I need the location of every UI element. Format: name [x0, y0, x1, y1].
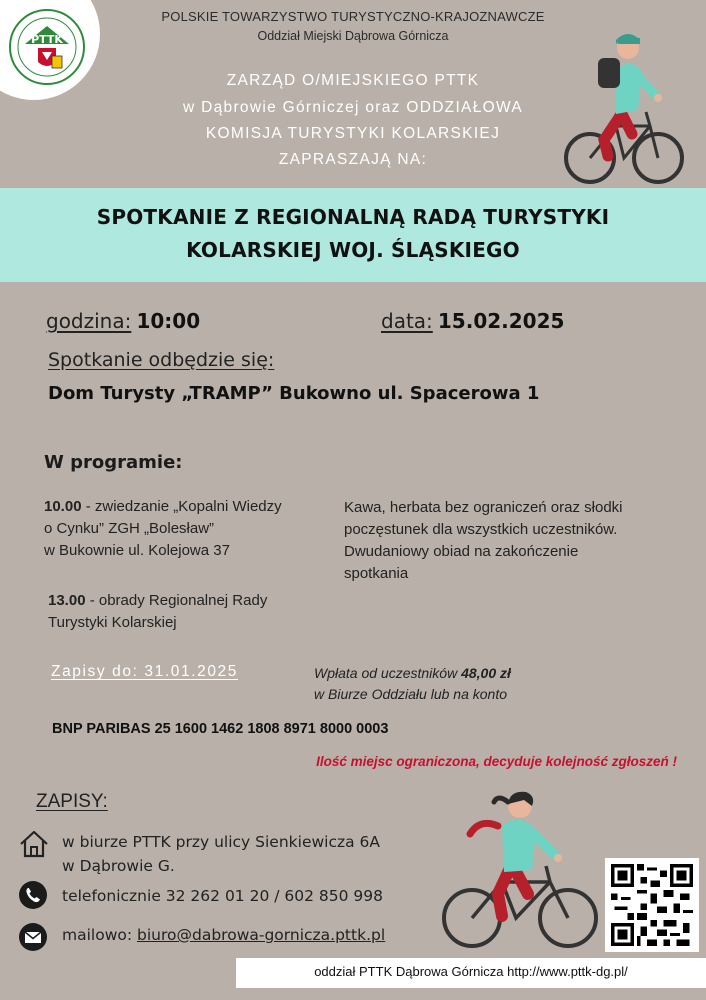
email-prefix: mailowo:: [62, 926, 138, 944]
program-item-1-line-3: w Bukownie ul. Kolejowa 37: [44, 542, 230, 559]
contact-office: [62, 830, 380, 878]
participation-fee: [314, 663, 634, 705]
limited-places-note: Ilość miejsc ograniczona, decyduje kolejność zgłoszeń !: [316, 754, 677, 769]
office-line-1: w biurze PTTK przy ulicy Sienkiewicza 6A: [62, 833, 381, 851]
invite-line-4: ZAPRASZAJĄ NA:: [278, 151, 428, 168]
invite-line-1: ZARZĄD O/MIEJSKIEGO PTTK: [226, 72, 480, 89]
program-item-1: [44, 496, 314, 562]
cyclist-illustration-bottom: [440, 782, 600, 952]
time-label: godzina:: [46, 309, 132, 333]
title-banner: [0, 188, 706, 282]
registration-deadline: Zapisy do: 31.01.2025: [51, 663, 238, 680]
program-extras: [344, 497, 674, 585]
event-time: [46, 309, 200, 333]
qr-code[interactable]: [611, 864, 693, 946]
program-item-2-line-2: Turystyki Kolarskiej: [48, 614, 177, 631]
time-value: 10:00: [136, 309, 201, 333]
event-title-line-1: SPOTKANIE Z REGIONALNĄ RADĄ TURYSTYKI: [96, 205, 610, 229]
extras-line-4: spotkania: [344, 565, 409, 582]
organization-name: POLSKIE TOWARZYSTWO TURYSTYCZNO-KRAJOZNAWCZE: [161, 9, 545, 24]
office-line-2: w Dąbrowie G.: [62, 857, 175, 875]
date-label: data:: [381, 309, 433, 333]
contact-phone: telefonicznie 32 262 01 20 / 602 850 998: [62, 887, 383, 905]
extras-line-3: Dwudaniowy obiad na zakończenie: [344, 543, 579, 560]
venue-label: Spotkanie odbędzie się:: [48, 349, 275, 371]
fee-line-2: w Biurze Oddziału lub na konto: [314, 686, 507, 702]
program-item-1-line-2: o Cynku” ZGH „Bolesław”: [44, 520, 215, 537]
event-title-line-2: KOLARSKIEJ WOJ. ŚLĄSKIEGO: [186, 238, 520, 262]
logo-text: PTTK: [31, 33, 63, 46]
email-link[interactable]: biuro@dabrowa-gornicza.pttk.pl: [137, 926, 386, 944]
extras-line-2: poczęstunek dla wszystkich uczestników.: [344, 521, 618, 538]
date-value: 15.02.2025: [437, 309, 565, 333]
program-item-2: [48, 590, 318, 634]
invite-line-2: w Dąbrowie Górniczej oraz ODDZIAŁOWA: [183, 99, 523, 116]
program-item-1-line-1: - zwiedzanie „Kopalni Wiedzy: [81, 498, 282, 515]
venue: Dom Turysty „TRAMP” Bukowno ul. Spacerowa 1: [48, 383, 540, 404]
program-item-2-line-1: - obrady Regionalnej Rady: [85, 592, 268, 609]
event-date: [381, 309, 564, 333]
program-title: W programie:: [44, 452, 183, 473]
home-icon: [18, 828, 50, 860]
organization-branch: Oddział Miejski Dąbrowa Górnicza: [257, 29, 449, 43]
signup-heading: ZAPISY:: [36, 791, 108, 812]
phone-icon: [18, 880, 48, 910]
invite-line-3: KOMISJA TURYSTYKI KOLARSKIEJ: [205, 125, 501, 142]
program-item-2-time: 13.00: [48, 592, 86, 609]
bank-account: BNP PARIBAS 25 1600 1462 1808 8971 8000 0003: [52, 721, 389, 737]
program-item-1-time: 10.00: [44, 498, 82, 515]
footer-text[interactable]: oddział PTTK Dąbrowa Górnicza http://www.pttk-dg.pl/: [314, 964, 628, 979]
cyclist-illustration-top: [558, 30, 688, 190]
extras-line-1: Kawa, herbata bez ograniczeń oraz słodki: [344, 499, 623, 516]
fee-prefix: Wpłata od uczestników: [314, 665, 462, 681]
mail-icon: [18, 922, 48, 952]
contact-email: [62, 926, 385, 944]
fee-amount: 48,00 zł: [461, 665, 511, 681]
